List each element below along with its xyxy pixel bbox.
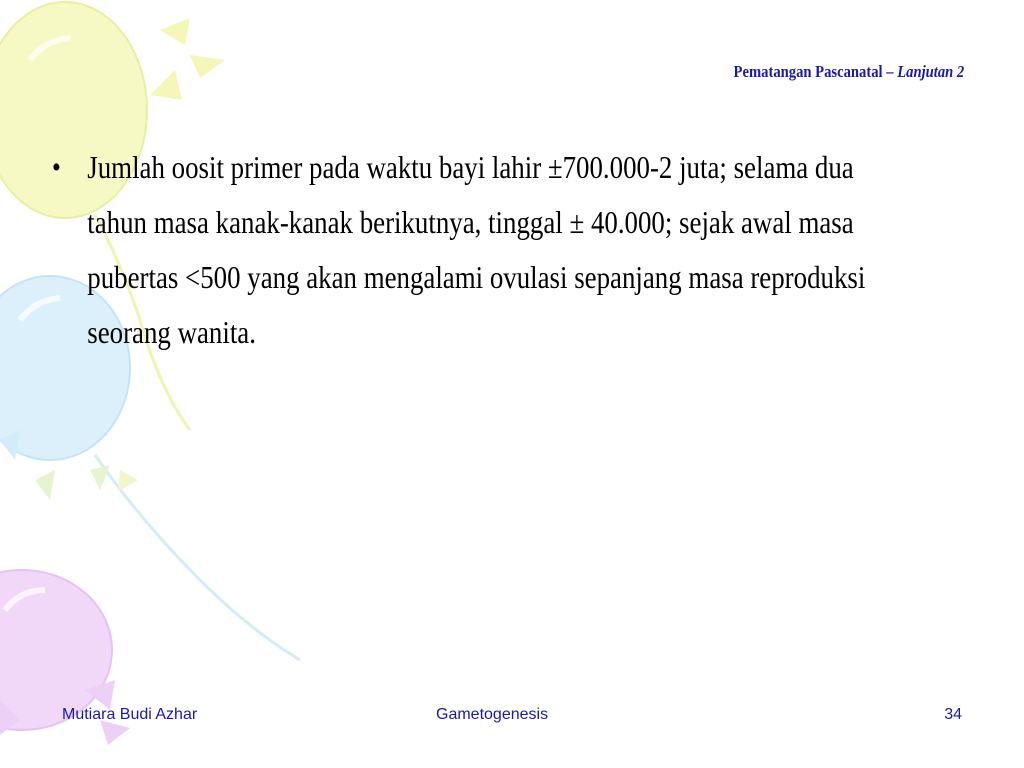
footer-page-number: 34 <box>944 706 962 723</box>
footer-author: Mutiara Budi Azhar <box>62 706 198 723</box>
slide-title <box>733 62 964 82</box>
slide-body <box>52 140 917 360</box>
footer-topic: Gametogenesis <box>436 706 549 723</box>
bullet-text: Jumlah oosit primer pada waktu bayi lahir ±700.000-2 juta; selama dua tahun masa kanak-kanak berikutnya, tinggal ± 40.000; sejak awal masa pubertas <500 yang akan mengalami ovulasi sepanjang masa reproduksi seorang wanita. <box>87 149 866 350</box>
bullet-item <box>52 140 917 360</box>
slide-title-continuation: Lanjutan 2 <box>896 62 964 81</box>
slide-title-main: Pematangan Pascanatal – <box>733 62 897 81</box>
bullet-dot-icon: • <box>52 151 61 184</box>
